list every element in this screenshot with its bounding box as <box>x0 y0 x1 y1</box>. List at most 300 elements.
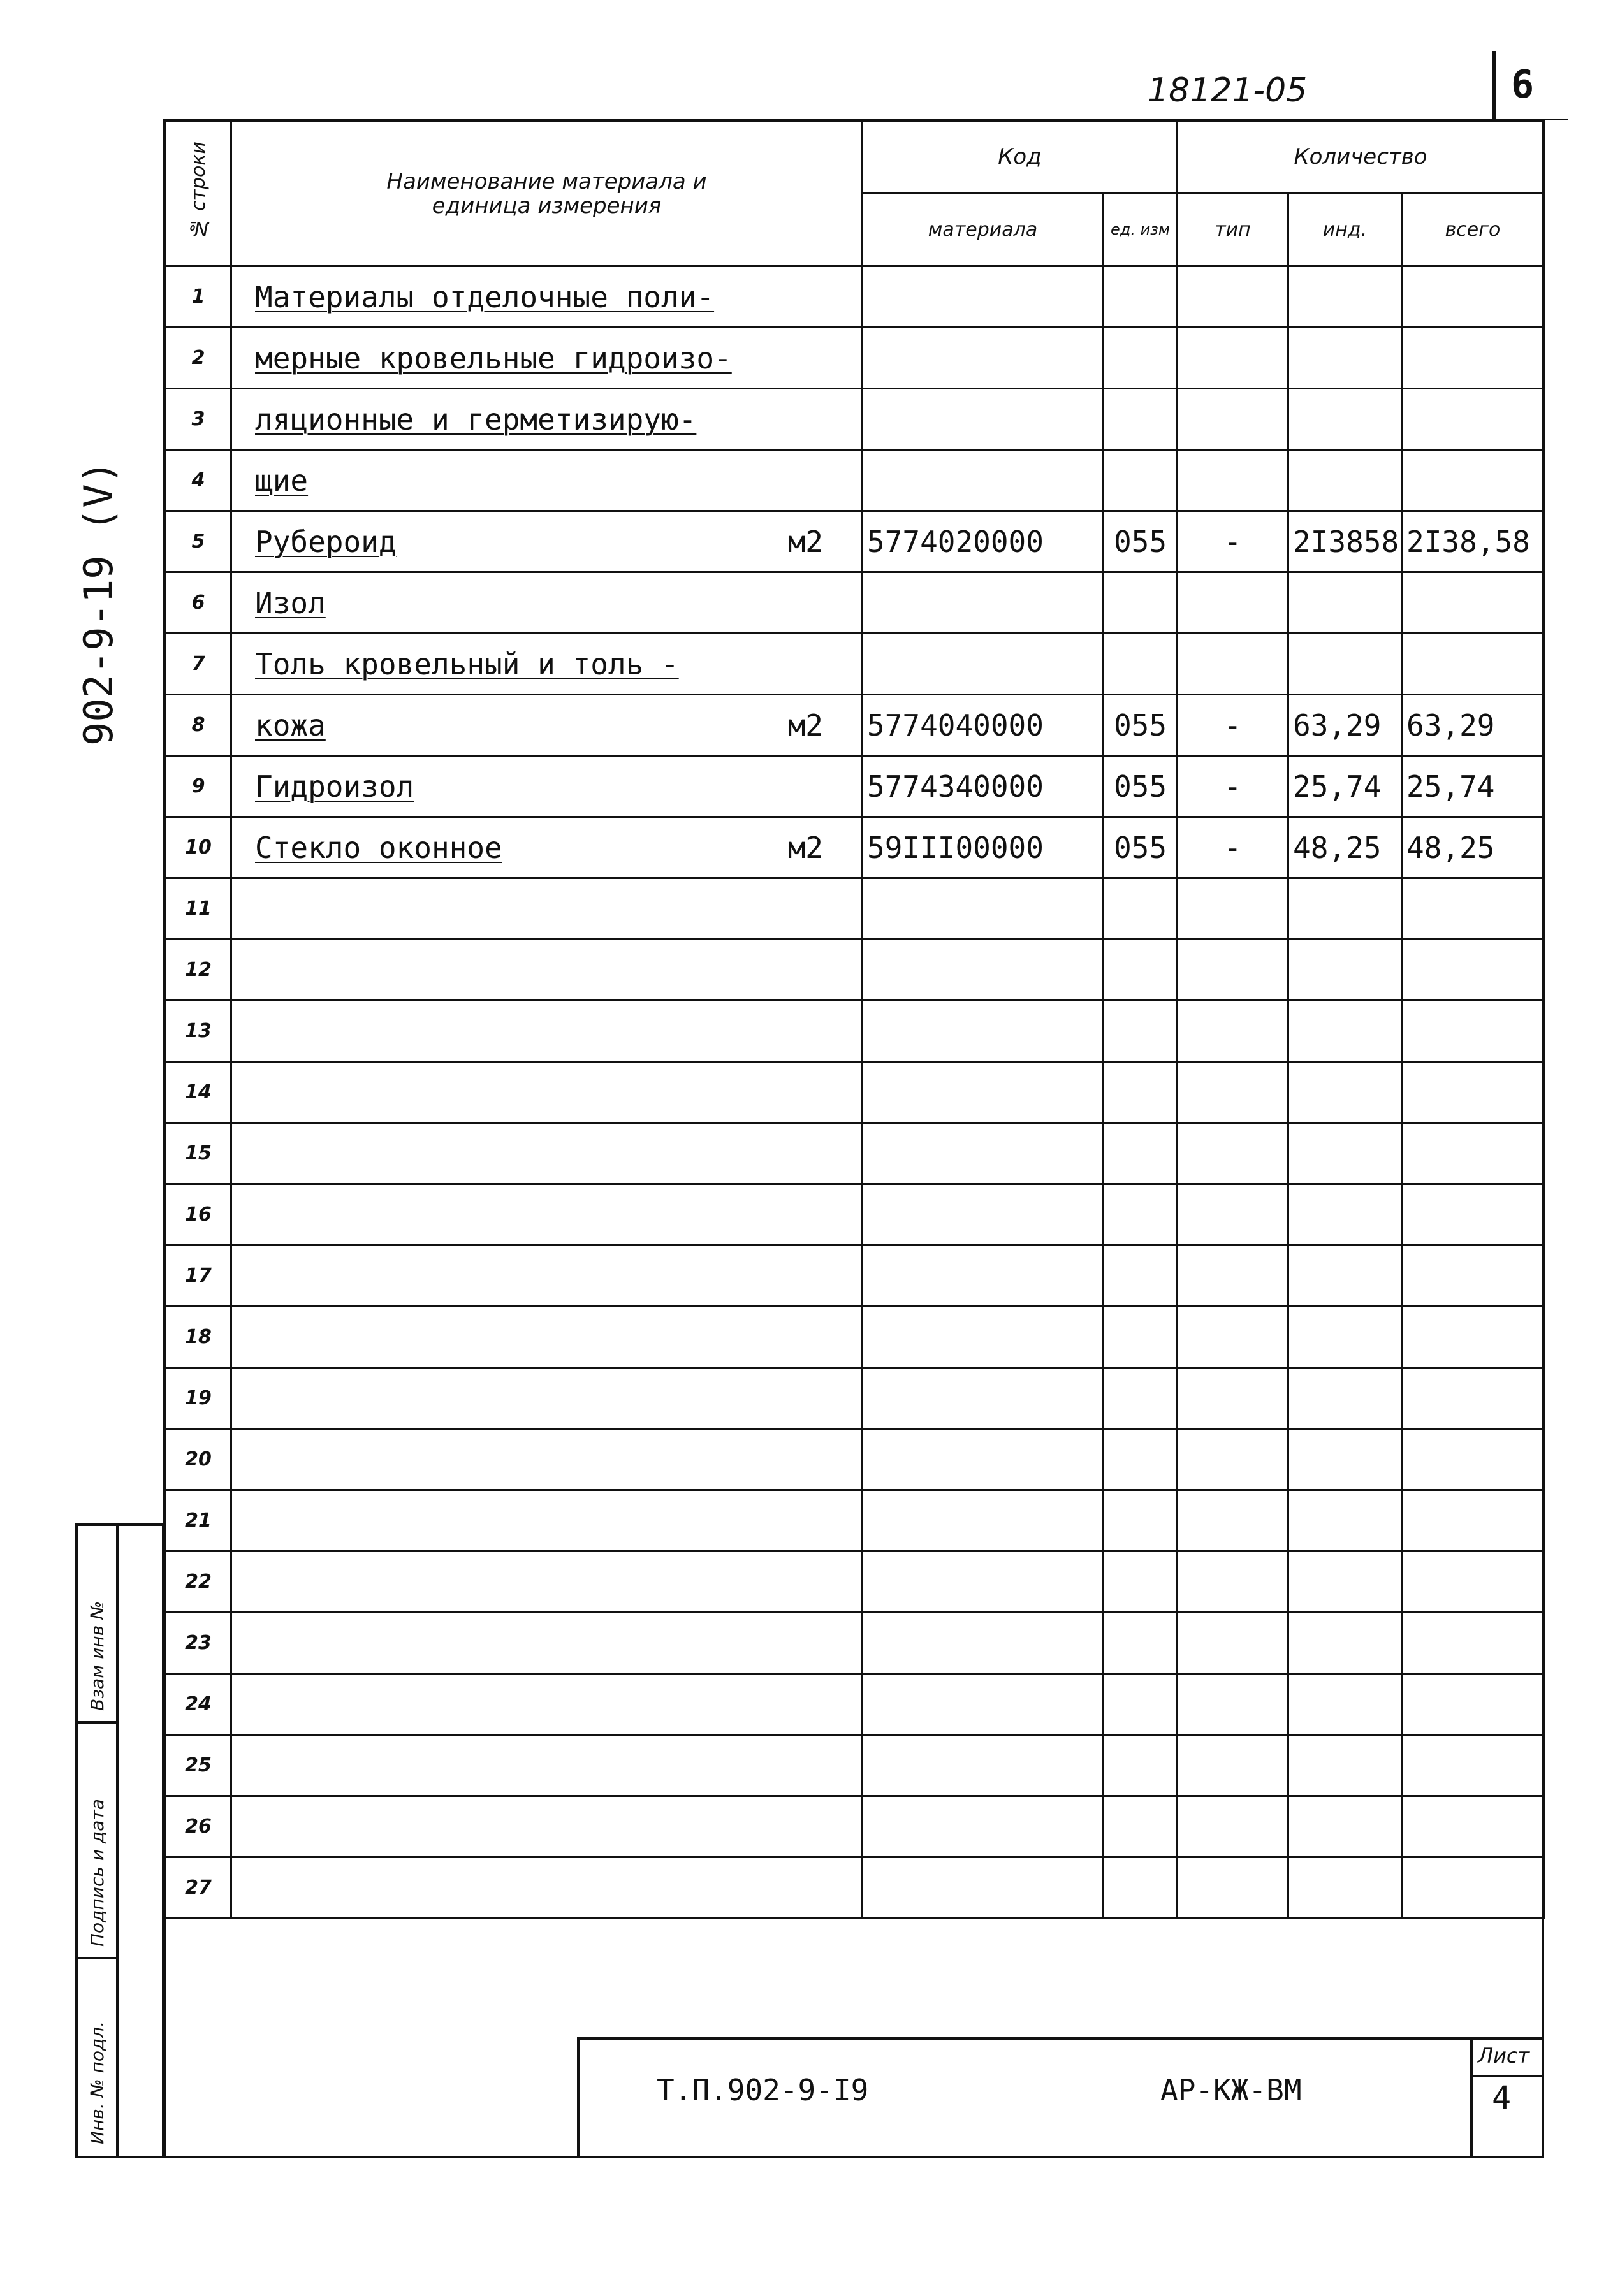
row-material-code <box>863 1307 1104 1368</box>
row-total <box>1402 1368 1544 1429</box>
side-project-number: 902-9-19 (V) <box>75 460 122 746</box>
row-total <box>1402 1307 1544 1368</box>
row-material-code <box>863 266 1104 328</box>
row-name <box>231 1796 863 1857</box>
row-unit-code <box>1104 1613 1178 1674</box>
row-ind <box>1288 328 1402 389</box>
row-material-code-text: 59III00000 <box>867 830 1044 865</box>
row-type <box>1178 1490 1288 1551</box>
row-total <box>1402 266 1544 328</box>
row-material-code <box>863 878 1104 940</box>
row-number <box>166 572 231 634</box>
row-unit-code <box>1104 572 1178 634</box>
row-ind <box>1288 1490 1402 1551</box>
row-number <box>166 1123 231 1184</box>
row-total <box>1402 389 1544 450</box>
row-number <box>166 1307 231 1368</box>
row-number-text: 27 <box>185 1877 212 1899</box>
row-name-text: Изол <box>255 585 326 620</box>
row-unit-code-text: 055 <box>1113 708 1167 743</box>
row-name-text: Стекло оконное <box>255 830 502 865</box>
row-total <box>1402 1857 1544 1919</box>
table-row <box>166 389 1544 450</box>
table-row <box>166 572 1544 634</box>
row-type-text: - <box>1223 524 1242 559</box>
row-total <box>1402 328 1544 389</box>
row-total-text: 25,74 <box>1406 769 1495 804</box>
table-row <box>166 1490 1544 1551</box>
row-name <box>231 1368 863 1429</box>
row-material-code <box>863 1184 1104 1246</box>
row-name <box>231 1062 863 1123</box>
row-material-code <box>863 1429 1104 1490</box>
row-name-text: мерные кровельные гидроизо- <box>255 340 732 375</box>
table-row <box>166 1429 1544 1490</box>
row-material-code <box>863 1551 1104 1613</box>
row-type <box>1178 878 1288 940</box>
row-ind <box>1288 1368 1402 1429</box>
row-number-text: 13 <box>185 1020 212 1042</box>
row-total <box>1402 634 1544 695</box>
row-name-text: Гидроизол <box>255 769 414 804</box>
row-name <box>231 1246 863 1307</box>
row-type <box>1178 1857 1288 1919</box>
row-number <box>166 1613 231 1674</box>
row-number-text: 18 <box>185 1326 212 1348</box>
row-unit-code <box>1104 1490 1178 1551</box>
row-number-text: 16 <box>185 1203 212 1226</box>
table-row <box>166 450 1544 511</box>
qty-total-header: всего <box>1402 193 1544 266</box>
row-ind <box>1288 1674 1402 1735</box>
row-number-text: 17 <box>185 1265 212 1287</box>
row-number <box>166 1429 231 1490</box>
row-type-text: - <box>1223 769 1242 804</box>
row-number-text: 1 <box>191 286 205 308</box>
row-name <box>231 389 863 450</box>
row-ind <box>1288 695 1402 756</box>
row-ind <box>1288 450 1402 511</box>
row-name-text: Рубероид <box>255 524 397 559</box>
table-row <box>166 1123 1544 1184</box>
row-number <box>166 1246 231 1307</box>
row-material-code <box>863 389 1104 450</box>
row-number-text: 3 <box>191 408 205 430</box>
row-unit-code <box>1104 1429 1178 1490</box>
row-total <box>1402 450 1544 511</box>
row-number-text: 23 <box>185 1632 212 1654</box>
row-unit-code <box>1104 1857 1178 1919</box>
row-name <box>231 878 863 940</box>
row-total <box>1402 756 1544 817</box>
row-ind <box>1288 817 1402 878</box>
row-type <box>1178 634 1288 695</box>
table-row <box>166 878 1544 940</box>
row-material-code <box>863 1613 1104 1674</box>
row-unit-code <box>1104 511 1178 572</box>
row-unit-code <box>1104 1062 1178 1123</box>
row-type <box>1178 1551 1288 1613</box>
quantity-group-header: Количество <box>1178 121 1544 193</box>
row-type <box>1178 1184 1288 1246</box>
row-unit-code <box>1104 1796 1178 1857</box>
row-name-text: Материалы отделочные поли- <box>255 279 715 314</box>
row-ind <box>1288 1551 1402 1613</box>
row-number-text: 4 <box>191 469 205 491</box>
table-row <box>166 1307 1544 1368</box>
row-number <box>166 1001 231 1062</box>
row-material-code <box>863 634 1104 695</box>
row-type <box>1178 1613 1288 1674</box>
row-number <box>166 878 231 940</box>
stamp-cell-sign-date <box>78 1724 119 1959</box>
row-ind <box>1288 634 1402 695</box>
row-unit-code <box>1104 878 1178 940</box>
row-number-text: 2 <box>191 347 205 369</box>
row-number-text: 22 <box>185 1571 212 1593</box>
row-number <box>166 1857 231 1919</box>
row-unit-code <box>1104 1246 1178 1307</box>
row-ind <box>1288 1429 1402 1490</box>
table-row <box>166 1368 1544 1429</box>
row-number <box>166 817 231 878</box>
row-material-code-text: 5774040000 <box>867 708 1044 743</box>
row-name <box>231 634 863 695</box>
row-name <box>231 572 863 634</box>
row-number-text: 7 <box>191 653 205 675</box>
row-type <box>1178 1429 1288 1490</box>
row-name <box>231 1735 863 1796</box>
row-name-text: Толь кровельный и толь - <box>255 646 679 681</box>
table-row <box>166 1796 1544 1857</box>
row-unit-code <box>1104 1307 1178 1368</box>
row-number-text: 21 <box>185 1509 212 1532</box>
row-type <box>1178 940 1288 1001</box>
row-ind-text: 63,29 <box>1293 708 1382 743</box>
title-block-section: АР-КЖ-ВМ <box>1160 2073 1302 2107</box>
row-material-code <box>863 1246 1104 1307</box>
row-number-text: 25 <box>185 1754 212 1776</box>
row-name <box>231 1001 863 1062</box>
row-ind <box>1288 572 1402 634</box>
row-number-text: 6 <box>191 592 205 614</box>
row-number-text: 14 <box>185 1081 212 1103</box>
row-material-code <box>863 1796 1104 1857</box>
name-header: Наименование материала и единица измерения <box>231 121 863 266</box>
row-type <box>1178 450 1288 511</box>
row-unit-code <box>1104 695 1178 756</box>
row-number <box>166 1368 231 1429</box>
row-ind <box>1288 878 1402 940</box>
table-row <box>166 1001 1544 1062</box>
row-unit-code <box>1104 266 1178 328</box>
row-material-code <box>863 1062 1104 1123</box>
row-unit-code <box>1104 1123 1178 1184</box>
row-number <box>166 1735 231 1796</box>
table-row <box>166 266 1544 328</box>
row-number <box>166 1551 231 1613</box>
row-name <box>231 450 863 511</box>
row-total <box>1402 1429 1544 1490</box>
row-material-code <box>863 328 1104 389</box>
table-row <box>166 634 1544 695</box>
row-unit: м2 <box>787 830 823 865</box>
row-unit-code <box>1104 389 1178 450</box>
table-row <box>166 817 1544 878</box>
row-unit-code <box>1104 1184 1178 1246</box>
row-ind <box>1288 940 1402 1001</box>
row-ind-text: 48,25 <box>1293 830 1382 865</box>
stamp-cell-inv-orig <box>78 1959 119 2156</box>
row-type <box>1178 1674 1288 1735</box>
table-row <box>166 1246 1544 1307</box>
row-unit-code <box>1104 1551 1178 1613</box>
row-number-text: 10 <box>185 836 212 859</box>
title-block-code: Т.П.902-9-I9 <box>657 2073 869 2107</box>
table-row <box>166 511 1544 572</box>
row-number-text: 12 <box>185 959 212 981</box>
row-ind <box>1288 1001 1402 1062</box>
row-unit-code-text: 055 <box>1113 769 1167 804</box>
table-row <box>166 1857 1544 1919</box>
row-type <box>1178 695 1288 756</box>
row-type <box>1178 572 1288 634</box>
row-type <box>1178 1735 1288 1796</box>
row-unit-code <box>1104 1674 1178 1735</box>
row-ind-text: 2I3858 <box>1293 524 1399 559</box>
row-ind <box>1288 389 1402 450</box>
row-name <box>231 1551 863 1613</box>
row-name <box>231 940 863 1001</box>
row-name <box>231 1429 863 1490</box>
row-total <box>1402 1796 1544 1857</box>
row-ind <box>1288 1123 1402 1184</box>
row-number <box>166 511 231 572</box>
row-number-text: 8 <box>191 714 205 736</box>
row-type <box>1178 1062 1288 1123</box>
row-total <box>1402 511 1544 572</box>
approval-stamp <box>75 1523 164 2158</box>
row-number <box>166 695 231 756</box>
row-name-text: ляционные и герметизирую- <box>255 402 697 437</box>
row-total <box>1402 1184 1544 1246</box>
row-total <box>1402 940 1544 1001</box>
document-number: 18121-05 <box>1148 71 1308 110</box>
row-total <box>1402 695 1544 756</box>
code-group-header: Код <box>863 121 1178 193</box>
row-name <box>231 328 863 389</box>
code-material-header: материала <box>863 193 1104 266</box>
row-number-text: 19 <box>185 1387 212 1409</box>
row-number <box>166 940 231 1001</box>
row-number <box>166 756 231 817</box>
row-ind <box>1288 1184 1402 1246</box>
row-unit-code <box>1104 756 1178 817</box>
row-name <box>231 1857 863 1919</box>
row-name <box>231 756 863 817</box>
row-unit-code <box>1104 817 1178 878</box>
row-name <box>231 1184 863 1246</box>
row-type-text: - <box>1223 830 1242 865</box>
table-row <box>166 695 1544 756</box>
row-material-code <box>863 817 1104 878</box>
row-material-code <box>863 1735 1104 1796</box>
row-type <box>1178 817 1288 878</box>
title-block-sheet-label: Лист <box>1478 2044 1530 2068</box>
sheet-number-top: 6 <box>1511 62 1535 107</box>
row-name <box>231 817 863 878</box>
row-unit-code <box>1104 328 1178 389</box>
row-number-text: 26 <box>185 1815 212 1838</box>
row-name <box>231 1674 863 1735</box>
row-number <box>166 1184 231 1246</box>
row-type <box>1178 1246 1288 1307</box>
row-ind <box>1288 511 1402 572</box>
row-number <box>166 1062 231 1123</box>
row-type <box>1178 389 1288 450</box>
row-material-code <box>863 1674 1104 1735</box>
row-ind <box>1288 1613 1402 1674</box>
row-unit-code <box>1104 634 1178 695</box>
row-type <box>1178 1368 1288 1429</box>
row-material-code <box>863 1368 1104 1429</box>
row-material-code <box>863 1490 1104 1551</box>
row-ind <box>1288 1246 1402 1307</box>
materials-table <box>164 120 1545 1919</box>
row-type <box>1178 756 1288 817</box>
row-type <box>1178 1307 1288 1368</box>
table-row <box>166 1613 1544 1674</box>
row-ind <box>1288 1796 1402 1857</box>
row-material-code <box>863 511 1104 572</box>
row-number-text: 15 <box>185 1142 212 1165</box>
row-name <box>231 266 863 328</box>
row-number <box>166 634 231 695</box>
table-row <box>166 1551 1544 1613</box>
row-ind <box>1288 1062 1402 1123</box>
row-unit-code <box>1104 940 1178 1001</box>
row-type <box>1178 511 1288 572</box>
sheet-top-divider <box>1492 51 1496 121</box>
row-number <box>166 266 231 328</box>
row-number <box>166 450 231 511</box>
qty-ind-header: инд. <box>1288 193 1402 266</box>
stamp-cell-replace-inv <box>78 1526 119 1724</box>
row-type <box>1178 328 1288 389</box>
row-total <box>1402 1123 1544 1184</box>
qty-type-header: тип <box>1178 193 1288 266</box>
row-material-code <box>863 756 1104 817</box>
row-name <box>231 695 863 756</box>
row-total <box>1402 1613 1544 1674</box>
row-total <box>1402 878 1544 940</box>
row-total <box>1402 1674 1544 1735</box>
row-name-text: кожа <box>255 708 326 743</box>
row-material-code <box>863 1857 1104 1919</box>
row-number <box>166 1490 231 1551</box>
row-name <box>231 1307 863 1368</box>
row-material-code <box>863 450 1104 511</box>
row-total <box>1402 572 1544 634</box>
stamp-inv-orig-label: Инв. № подл. <box>87 2021 108 2144</box>
row-ind <box>1288 266 1402 328</box>
row-total <box>1402 1246 1544 1307</box>
row-number <box>166 328 231 389</box>
row-type <box>1178 266 1288 328</box>
row-ind <box>1288 756 1402 817</box>
row-total-text: 63,29 <box>1406 708 1495 743</box>
code-unit-header: ед. изм <box>1104 193 1178 266</box>
title-block-sheet-number: 4 <box>1492 2079 1512 2116</box>
row-name-text: щие <box>255 463 309 498</box>
row-type <box>1178 1796 1288 1857</box>
title-block-sheet-divider <box>1470 2075 1544 2077</box>
row-number-text: 11 <box>185 897 212 920</box>
row-number-text: 24 <box>185 1693 212 1715</box>
row-unit-code-text: 055 <box>1113 830 1167 865</box>
row-number-header: № строки <box>166 121 231 266</box>
row-number-text: 20 <box>185 1448 212 1471</box>
row-ind <box>1288 1307 1402 1368</box>
row-unit-code-text: 055 <box>1113 524 1167 559</box>
row-total <box>1402 1001 1544 1062</box>
row-total <box>1402 817 1544 878</box>
row-number <box>166 1796 231 1857</box>
stamp-replace-inv-label: Взам инв № <box>87 1601 108 1711</box>
row-total <box>1402 1490 1544 1551</box>
row-material-code-text: 5774340000 <box>867 769 1044 804</box>
row-ind <box>1288 1857 1402 1919</box>
row-material-code-text: 5774020000 <box>867 524 1044 559</box>
row-name <box>231 1123 863 1184</box>
row-ind-text: 25,74 <box>1293 769 1382 804</box>
table-row <box>166 1674 1544 1735</box>
row-number <box>166 389 231 450</box>
table-row <box>166 756 1544 817</box>
row-type <box>1178 1001 1288 1062</box>
table-row <box>166 1062 1544 1123</box>
row-total <box>1402 1062 1544 1123</box>
row-total <box>1402 1735 1544 1796</box>
row-unit-code <box>1104 1368 1178 1429</box>
table-row <box>166 940 1544 1001</box>
row-total-text: 48,25 <box>1406 830 1495 865</box>
row-total <box>1402 1551 1544 1613</box>
row-material-code <box>863 940 1104 1001</box>
row-material-code <box>863 695 1104 756</box>
row-unit-code <box>1104 450 1178 511</box>
row-name <box>231 1613 863 1674</box>
stamp-sign-date-label: Подпись и дата <box>87 1799 108 1947</box>
row-material-code <box>863 1001 1104 1062</box>
row-number <box>166 1674 231 1735</box>
row-unit: м2 <box>787 708 823 743</box>
row-number-text: 9 <box>191 775 205 797</box>
row-number-text: 5 <box>191 530 205 553</box>
row-unit-code <box>1104 1735 1178 1796</box>
row-name <box>231 1490 863 1551</box>
table-row <box>166 1184 1544 1246</box>
table-row <box>166 1735 1544 1796</box>
row-type-text: - <box>1223 708 1242 743</box>
row-total-text: 2I38,58 <box>1406 524 1530 559</box>
row-material-code <box>863 1123 1104 1184</box>
row-ind <box>1288 1735 1402 1796</box>
table-row <box>166 328 1544 389</box>
row-material-code <box>863 572 1104 634</box>
row-unit: м2 <box>787 524 823 559</box>
row-name <box>231 511 863 572</box>
